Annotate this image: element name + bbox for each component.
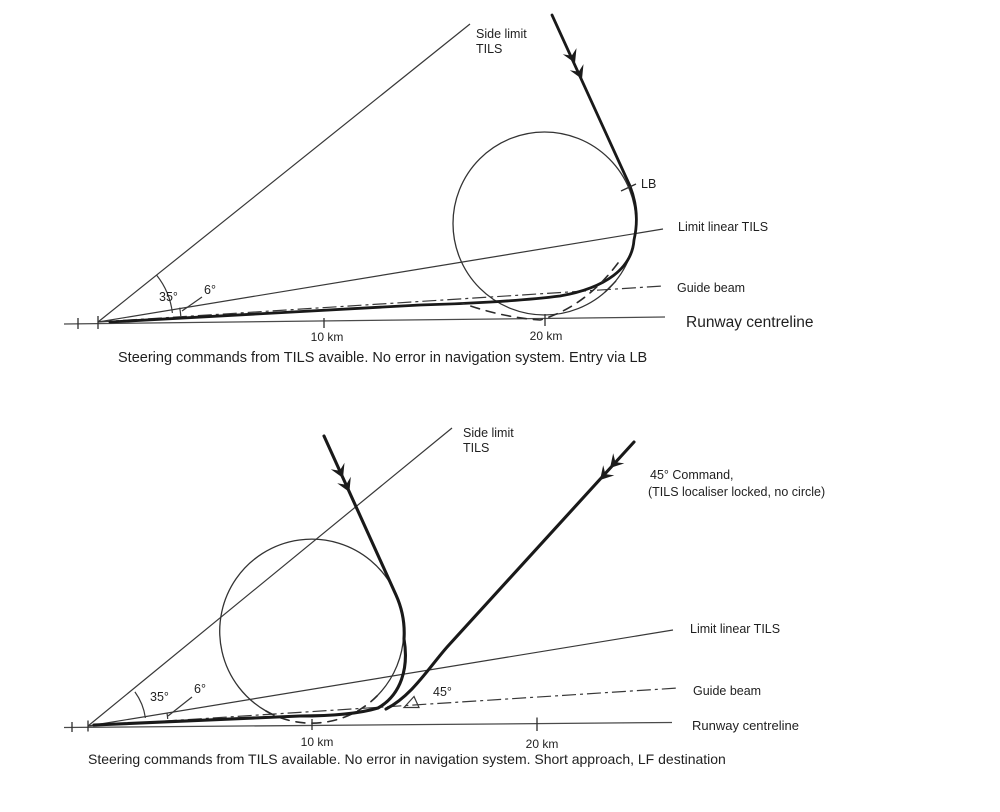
holding-circle-dashed-bottom	[266, 696, 377, 723]
angle-6-label: 6°	[204, 283, 216, 297]
angle-6-leader-line	[182, 297, 202, 311]
angle-35-label: 35°	[150, 690, 169, 704]
angle-45-label: 45°	[433, 685, 452, 699]
distance-20km-label: 20 km	[525, 737, 559, 751]
side-limit-label: Side limit	[476, 27, 527, 41]
diagram-bottom	[64, 426, 825, 767]
guide-beam-label: Guide beam	[693, 684, 762, 698]
distance-20km-label: 20 km	[529, 329, 563, 343]
side-limit-label-tils: TILS	[476, 42, 503, 56]
angle-45-marker	[404, 697, 419, 708]
flight-path	[110, 15, 636, 322]
distance-10km-label: 10 km	[300, 735, 334, 749]
angle-6-label: 6°	[194, 682, 206, 696]
intercept-45-path	[386, 442, 634, 709]
angle-6-leader-line	[168, 697, 192, 716]
dashed-turn-arc	[462, 263, 618, 320]
side-limit-line	[98, 24, 470, 322]
limit-linear-label: Limit linear TILS	[690, 622, 781, 636]
command-45-label-line1: 45° Command,	[650, 468, 734, 482]
holding-circle	[220, 539, 404, 711]
diagram-top-caption: Steering commands from TILS avaible. No error in navigation system. Entry via LB	[118, 350, 648, 366]
guide-beam-label: Guide beam	[677, 281, 746, 295]
runway-centreline-label: Runway centreline	[692, 718, 799, 733]
diagram-top	[64, 15, 814, 366]
guide-beam-cross-tick	[605, 281, 616, 292]
lb-label: LB	[641, 177, 657, 191]
limit-linear-tils-line	[88, 630, 673, 726]
angle-35-arc	[135, 692, 146, 718]
runway-centreline-label: Runway centreline	[686, 314, 814, 331]
side-limit-label: Side limit	[463, 426, 514, 440]
command-45-label-line2: (TILS localiser locked, no circle)	[648, 485, 826, 499]
limit-linear-label: Limit linear TILS	[678, 220, 769, 234]
angle-35-label: 35°	[159, 290, 178, 304]
side-limit-line	[88, 428, 452, 726]
angle-6-arc	[167, 713, 168, 719]
distance-10km-label: 10 km	[310, 330, 344, 344]
side-limit-label-tils: TILS	[463, 441, 490, 455]
diagram-bottom-caption: Steering commands from TILS available. No error in navigation system. Short approach, LF destination	[88, 751, 726, 767]
